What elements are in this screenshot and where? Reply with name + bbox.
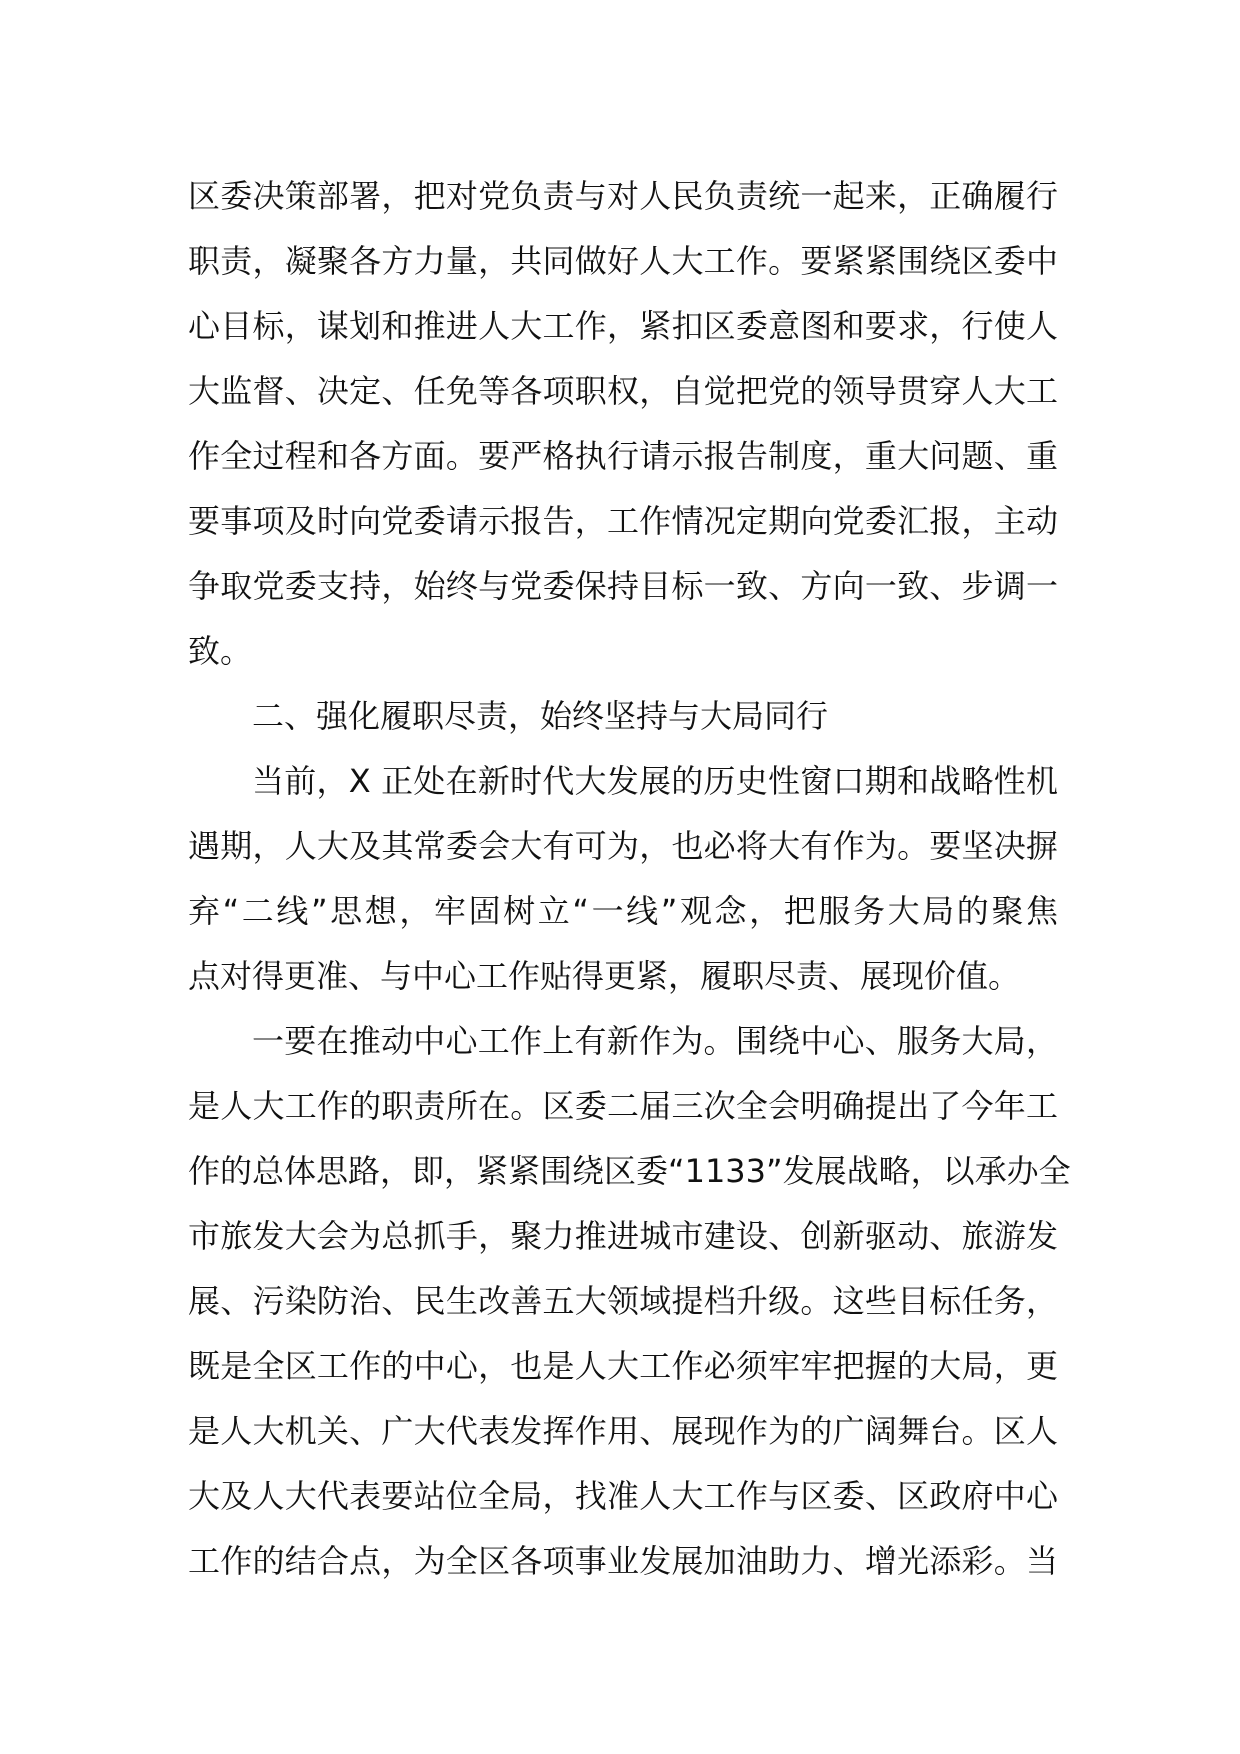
text-line: 弃“二线”思想，牢固树立“一线”观念，把服务大局的聚焦: [188, 892, 1058, 930]
text-line: 作的总体思路，即，紧紧围绕区委“1133”发展战略，以承办全: [188, 1152, 1071, 1190]
body-text: [188, 164, 1071, 1594]
text-line: 作全过程和各方面。要严格执行请示报告制度，重大问题、重: [188, 437, 1058, 475]
text-line: 遇期，人大及其常委会大有可为，也必将大有作为。要坚决摒: [188, 827, 1058, 865]
text-line: 心目标，谋划和推进人大工作，紧扣区委意图和要求，行使人: [188, 307, 1058, 345]
text-line: 市旅发大会为总抓手，聚力推进城市建设、创新驱动、旅游发: [188, 1217, 1058, 1255]
text-line: 是人大机关、广大代表发挥作用、展现作为的广阔舞台。区人: [188, 1412, 1058, 1450]
text-line: 大监督、决定、任免等各项职权，自觉把党的领导贯穿人大工: [188, 372, 1058, 410]
text-line: 致。: [188, 632, 253, 670]
text-line: 一要在推动中心工作上有新作为。围绕中心、服务大局，: [252, 1022, 1058, 1060]
text-line: 要事项及时向党委请示报告，工作情况定期向党委汇报，主动: [188, 502, 1058, 540]
text-line: 展、污染防治、民生改善五大领域提档升级。这些目标任务，: [188, 1282, 1058, 1320]
text-line: 点对得更准、与中心工作贴得更紧，履职尽责、展现价值。: [188, 957, 1021, 995]
text-line: 争取党委支持，始终与党委保持目标一致、方向一致、步调一: [188, 567, 1058, 605]
text-line: 区委决策部署，把对党负责与对人民负责统一起来，正确履行: [188, 177, 1058, 215]
text-line: 大及人大代表要站位全局，找准人大工作与区委、区政府中心: [188, 1477, 1058, 1515]
text-line: 工作的结合点，为全区各项事业发展加油助力、增光添彩。当: [188, 1542, 1058, 1580]
text-line: 当前，X 正处在新时代大发展的历史性窗口期和战略性机: [252, 762, 1058, 800]
text-line: 既是全区工作的中心，也是人大工作必须牢牢把握的大局，更: [188, 1347, 1058, 1385]
text-line: 职责，凝聚各方力量，共同做好人大工作。要紧紧围绕区委中: [188, 242, 1058, 280]
text-line: 是人大工作的职责所在。区委二届三次全会明确提出了今年工: [188, 1087, 1058, 1125]
section-heading: 二、强化履职尽责，始终坚持与大局同行: [252, 697, 829, 735]
